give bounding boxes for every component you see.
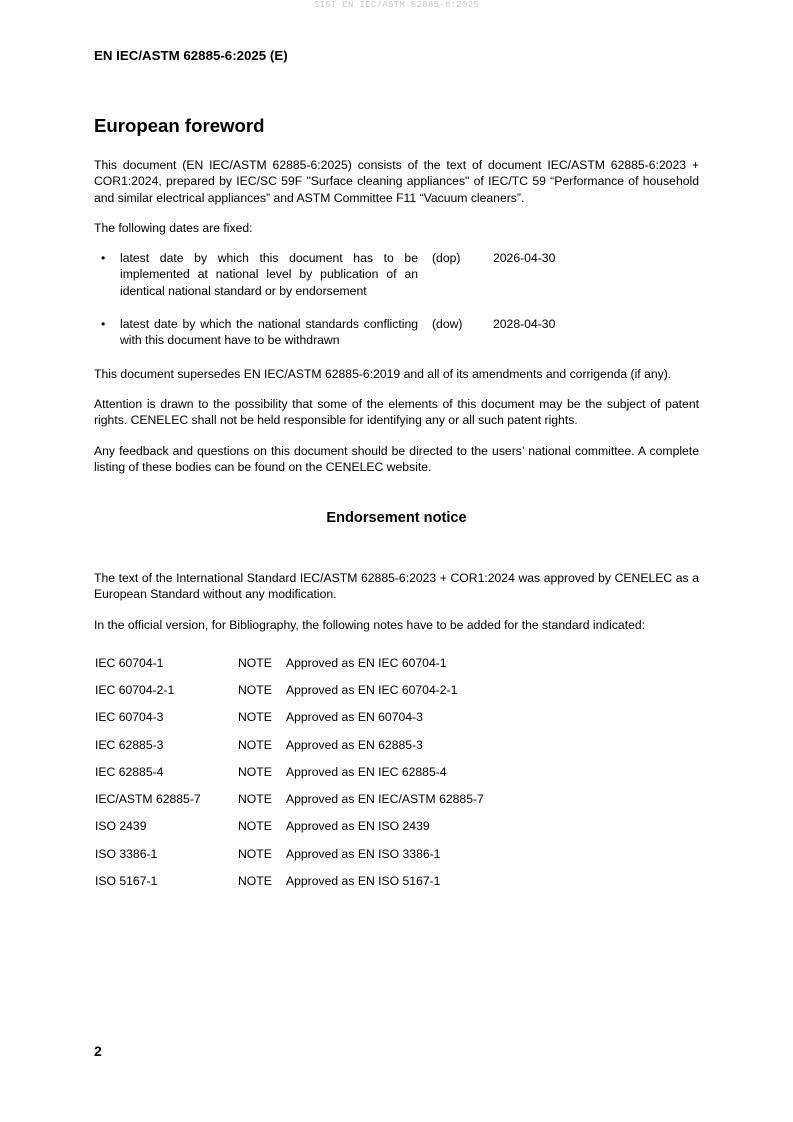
- approved-cell: Approved as EN ISO 3386-1: [286, 846, 441, 861]
- date-item-date: 2028-04-30: [493, 317, 556, 332]
- standard-cell: IEC 62885-3: [95, 737, 164, 752]
- watermark: SIST EN IEC/ASTM 62885-6:2025: [313, 0, 480, 10]
- foreword-intro: This document (EN IEC/ASTM 62885-6:2025) consists of the text of document IEC/ASTM 62885-6:2023 + COR1:2024, prepared by IEC/SC 59F "Surface cleaning appliances" of IEC/TC 59 “Performance of household and similar electrical appliances” and ASTM Committee F11 “Vacuum cleaners”.: [94, 158, 699, 205]
- bibliography-intro: In the official version, for Bibliography, the following notes have to be added for the standard indicated:: [94, 617, 646, 632]
- supersedes-paragraph: This document supersedes EN IEC/ASTM 62885-6:2019 and all of its amendments and corrigenda (if any).: [94, 366, 672, 381]
- date-item-dop: [94, 250, 699, 299]
- note-cell: NOTE: [238, 874, 272, 889]
- approved-cell: Approved as EN IEC 60704-1: [286, 655, 447, 670]
- table-row: [95, 867, 484, 894]
- note-cell: NOTE: [238, 819, 272, 834]
- feedback-paragraph: Any feedback and questions on this document should be directed to the users’ national committee. A complete listing of these bodies can be found on the CENELEC website.: [94, 443, 699, 474]
- standard-cell: IEC 60704-2-1: [95, 682, 175, 697]
- bullet-marker: •: [101, 251, 106, 266]
- patent-paragraph: Attention is drawn to the possibility that some of the elements of this document may be the subject of patent rights. CENELEC shall not be held responsible for identifying any or all such patent rights.: [94, 396, 699, 428]
- date-item-code: (dop): [432, 251, 461, 266]
- approved-cell: Approved as EN 60704-3: [286, 710, 423, 725]
- note-cell: NOTE: [238, 737, 272, 752]
- date-item-date: 2026-04-30: [493, 251, 556, 266]
- table-row: [95, 731, 484, 758]
- approved-cell: Approved as EN IEC/ASTM 62885-7: [286, 792, 484, 807]
- date-item-dow: [94, 316, 699, 349]
- dates-list: [94, 250, 699, 348]
- bullet-marker: •: [101, 317, 106, 332]
- standard-cell: IEC/ASTM 62885-7: [95, 792, 201, 807]
- table-row: [95, 786, 484, 813]
- endorsement-title: Endorsement notice: [326, 510, 467, 527]
- table-row: [95, 840, 484, 867]
- approved-cell: Approved as EN IEC 62885-4: [286, 764, 447, 779]
- standard-cell: IEC 60704-1: [95, 655, 164, 670]
- document-header: EN IEC/ASTM 62885-6:2025 (E): [94, 48, 288, 63]
- approved-cell: Approved as EN ISO 5167-1: [286, 874, 441, 889]
- date-item-text: latest date by which this document has to be implemented at national level by publication of an identical national standard or by endorsement: [120, 251, 418, 298]
- standard-cell: IEC 60704-3: [95, 710, 164, 725]
- note-cell: NOTE: [238, 846, 272, 861]
- standard-cell: ISO 3386-1: [95, 846, 158, 861]
- note-cell: NOTE: [238, 764, 272, 779]
- standard-cell: ISO 2439: [95, 819, 147, 834]
- table-row: [95, 704, 484, 731]
- table-row: [95, 813, 484, 840]
- note-cell: NOTE: [238, 655, 272, 670]
- standard-cell: ISO 5167-1: [95, 874, 158, 889]
- endorsement-text: The text of the International Standard IEC/ASTM 62885-6:2023 + COR1:2024 was approved by CENELEC as a European Standard without any modification.: [94, 571, 699, 602]
- date-item-text: latest date by which the national standards conflicting with this document have to be withdrawn: [120, 317, 418, 348]
- note-cell: NOTE: [238, 792, 272, 807]
- table-row: [95, 758, 484, 785]
- standard-cell: IEC 62885-4: [95, 764, 164, 779]
- page-content: [94, 114, 699, 895]
- foreword-title: European foreword: [94, 115, 265, 136]
- approved-cell: Approved as EN 62885-3: [286, 737, 423, 752]
- note-cell: NOTE: [238, 682, 272, 697]
- dates-intro: The following dates are fixed:: [94, 220, 253, 235]
- approved-cell: Approved as EN ISO 2439: [286, 819, 430, 834]
- table-row: [95, 676, 484, 703]
- table-row: [95, 649, 484, 676]
- note-cell: NOTE: [238, 710, 272, 725]
- page-number: 2: [94, 1043, 102, 1059]
- approved-cell: Approved as EN IEC 60704-2-1: [286, 682, 458, 697]
- bibliography-notes-table: [95, 649, 484, 895]
- date-item-code: (dow): [432, 317, 463, 332]
